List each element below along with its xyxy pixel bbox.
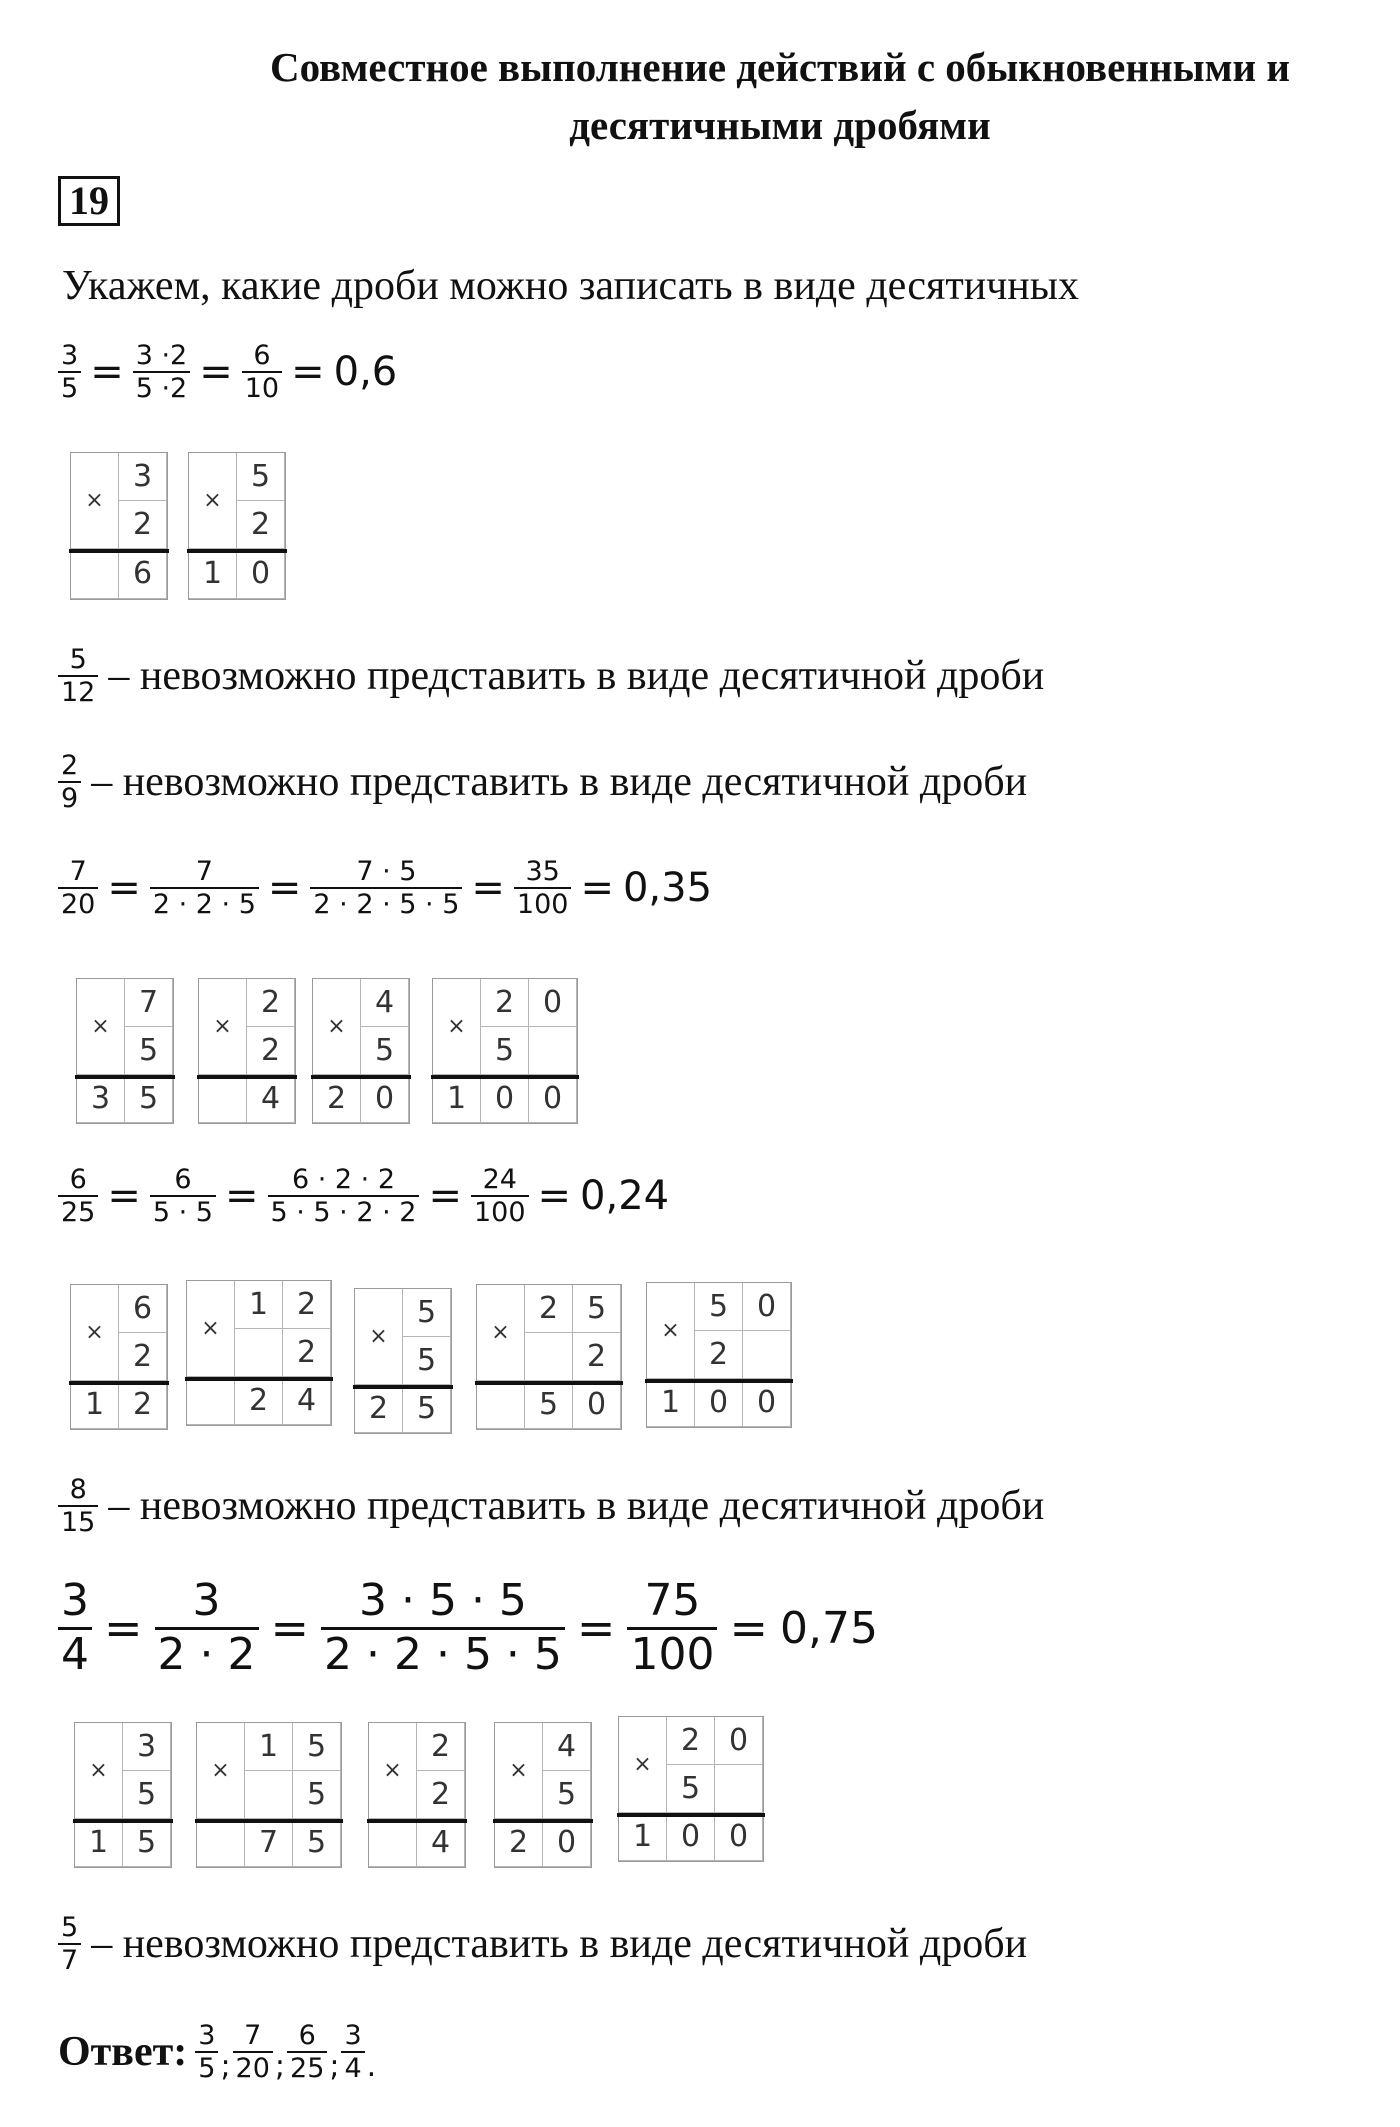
- fraction: $\frac{3 \cdot 2}{5 \cdot 2}$: [133, 340, 191, 404]
- title-line-1: Совместное выполнение действий с обыкновенными и: [269, 44, 1291, 90]
- result: 0,24: [580, 1173, 670, 1220]
- equation-7-20: $\frac{7}{20}$ = $\frac{7}{2 \cdot 2 \cdot 5}$ = $\frac{7 \cdot 5}{2 \cdot 2 \cdot 5 \cdot 5}$ = $\frac{35}{100}$ = 0,35: [58, 856, 712, 920]
- fraction: $\frac{2}{9}$: [58, 750, 81, 814]
- multiplication-table: × 2 0 5 1 0 0: [618, 1716, 764, 1862]
- multiplication-table: × 5 0 2 1 0 0: [646, 1282, 792, 1428]
- equation-3-4: $\frac{3}{4}$ = $\frac{3}{2 \cdot 2}$ = $\frac{3 \cdot 5 \cdot 5}{2 \cdot 2 \cdot 5 \cdot 5}$ = $\frac{75}{100}$ = 0,75: [58, 1576, 878, 1680]
- result: 0,35: [622, 865, 713, 912]
- answer-line: Ответ: $\frac{3}{5}$ ; $\frac{7}{20}$ ; $\frac{6}{25}$ ; $\frac{3}{4}$ .: [58, 2020, 377, 2085]
- answer-fraction: $\frac{3}{4}$: [341, 2020, 364, 2084]
- multiplication-table: × 6 2 1 2: [70, 1284, 168, 1430]
- intro-text: Укажем, какие дроби можно записать в виде десятичных: [62, 263, 1079, 309]
- multiplication-table: × 7 5 3 5: [76, 978, 174, 1124]
- fraction: $\frac{3}{5}$: [58, 340, 81, 404]
- page-title: [0, 38, 1400, 154]
- answer-fraction: $\frac{7}{20}$: [233, 2020, 273, 2084]
- fraction: $\frac{7}{20}$: [58, 856, 98, 920]
- fraction: $\frac{6}{5 \cdot 5}$: [150, 1164, 216, 1228]
- multiplication-table: × 5 5 2 5: [354, 1288, 452, 1434]
- multiplication-table: × 3 5 1 5: [74, 1722, 172, 1868]
- multiplication-table: × 4 5 2 0: [312, 978, 410, 1124]
- fraction: $\frac{6}{10}$: [242, 340, 282, 404]
- multiplication-table: × 2 5 2 5 0: [476, 1284, 622, 1430]
- line-5-7: $\frac{5}{7}$ – невозможно представить в виде десятичной дроби: [58, 1912, 1027, 1976]
- answer-fraction: $\frac{6}{25}$: [287, 2020, 327, 2084]
- fraction: $\frac{5}{12}$: [58, 644, 98, 708]
- answer-label: Ответ:: [58, 2029, 188, 2076]
- line-2-9: $\frac{2}{9}$ – невозможно представить в виде десятичной дроби: [58, 750, 1027, 814]
- line-8-15: $\frac{8}{15}$ – невозможно представить в виде десятичной дроби: [58, 1474, 1044, 1538]
- fraction: $\frac{8}{15}$: [58, 1474, 98, 1538]
- equation-3-5: $\frac{3}{5}$ = $\frac{3 \cdot 2}{5 \cdot 2}$ = $\frac{6}{10}$ = 0,6: [58, 340, 397, 404]
- multiplication-table: × 1 5 5 7 5: [196, 1722, 342, 1868]
- multiplication-table: × 5 2 1 0: [188, 452, 286, 600]
- fraction: $\frac{35}{100}$: [514, 856, 572, 920]
- fraction: $\frac{3}{4}$: [58, 1576, 92, 1680]
- fraction: $\frac{3 \cdot 5 \cdot 5}{2 \cdot 2 \cdot 5 \cdot 5}$: [321, 1576, 565, 1680]
- task-number: 19: [58, 176, 120, 226]
- result: 0,6: [333, 349, 398, 396]
- equation-6-25: $\frac{6}{25}$ = $\frac{6}{5 \cdot 5}$ = $\frac{6 \cdot 2 \cdot 2}{5 \cdot 5 \cdot 2 \cdot 2}$ = $\frac{24}{100}$ = 0,24: [58, 1164, 669, 1228]
- title-line-2: десятичными дробями: [569, 102, 991, 148]
- multiplication-table: × 2 2 4: [198, 978, 296, 1124]
- line-5-12: $\frac{5}{12}$ – невозможно представить в виде десятичной дроби: [58, 644, 1044, 708]
- fraction: $\frac{7}{2 \cdot 2 \cdot 5}$: [150, 856, 259, 920]
- answer-fraction: $\frac{3}{5}$: [195, 2020, 218, 2084]
- fraction: $\frac{6 \cdot 2 \cdot 2}{5 \cdot 5 \cdot 2 \cdot 2}$: [268, 1164, 420, 1228]
- fraction: $\frac{7 \cdot 5}{2 \cdot 2 \cdot 5 \cdot 5}$: [310, 856, 462, 920]
- multiplication-table: × 2 0 5 1 0 0: [432, 978, 578, 1124]
- fraction: $\frac{24}{100}$: [471, 1164, 529, 1228]
- multiplication-table: × 2 2 4: [368, 1722, 466, 1868]
- fraction: $\frac{5}{7}$: [58, 1912, 81, 1976]
- fraction: $\frac{6}{25}$: [58, 1164, 98, 1228]
- fraction: $\frac{75}{100}$: [627, 1576, 717, 1680]
- fraction: $\frac{3}{2 \cdot 2}$: [155, 1576, 259, 1680]
- multiplication-table: × 3 2 6: [70, 452, 168, 600]
- result: 0,75: [779, 1602, 878, 1654]
- multiplication-table: × 1 2 2 2 4: [186, 1280, 332, 1426]
- multiplication-table: × 4 5 2 0: [494, 1722, 592, 1868]
